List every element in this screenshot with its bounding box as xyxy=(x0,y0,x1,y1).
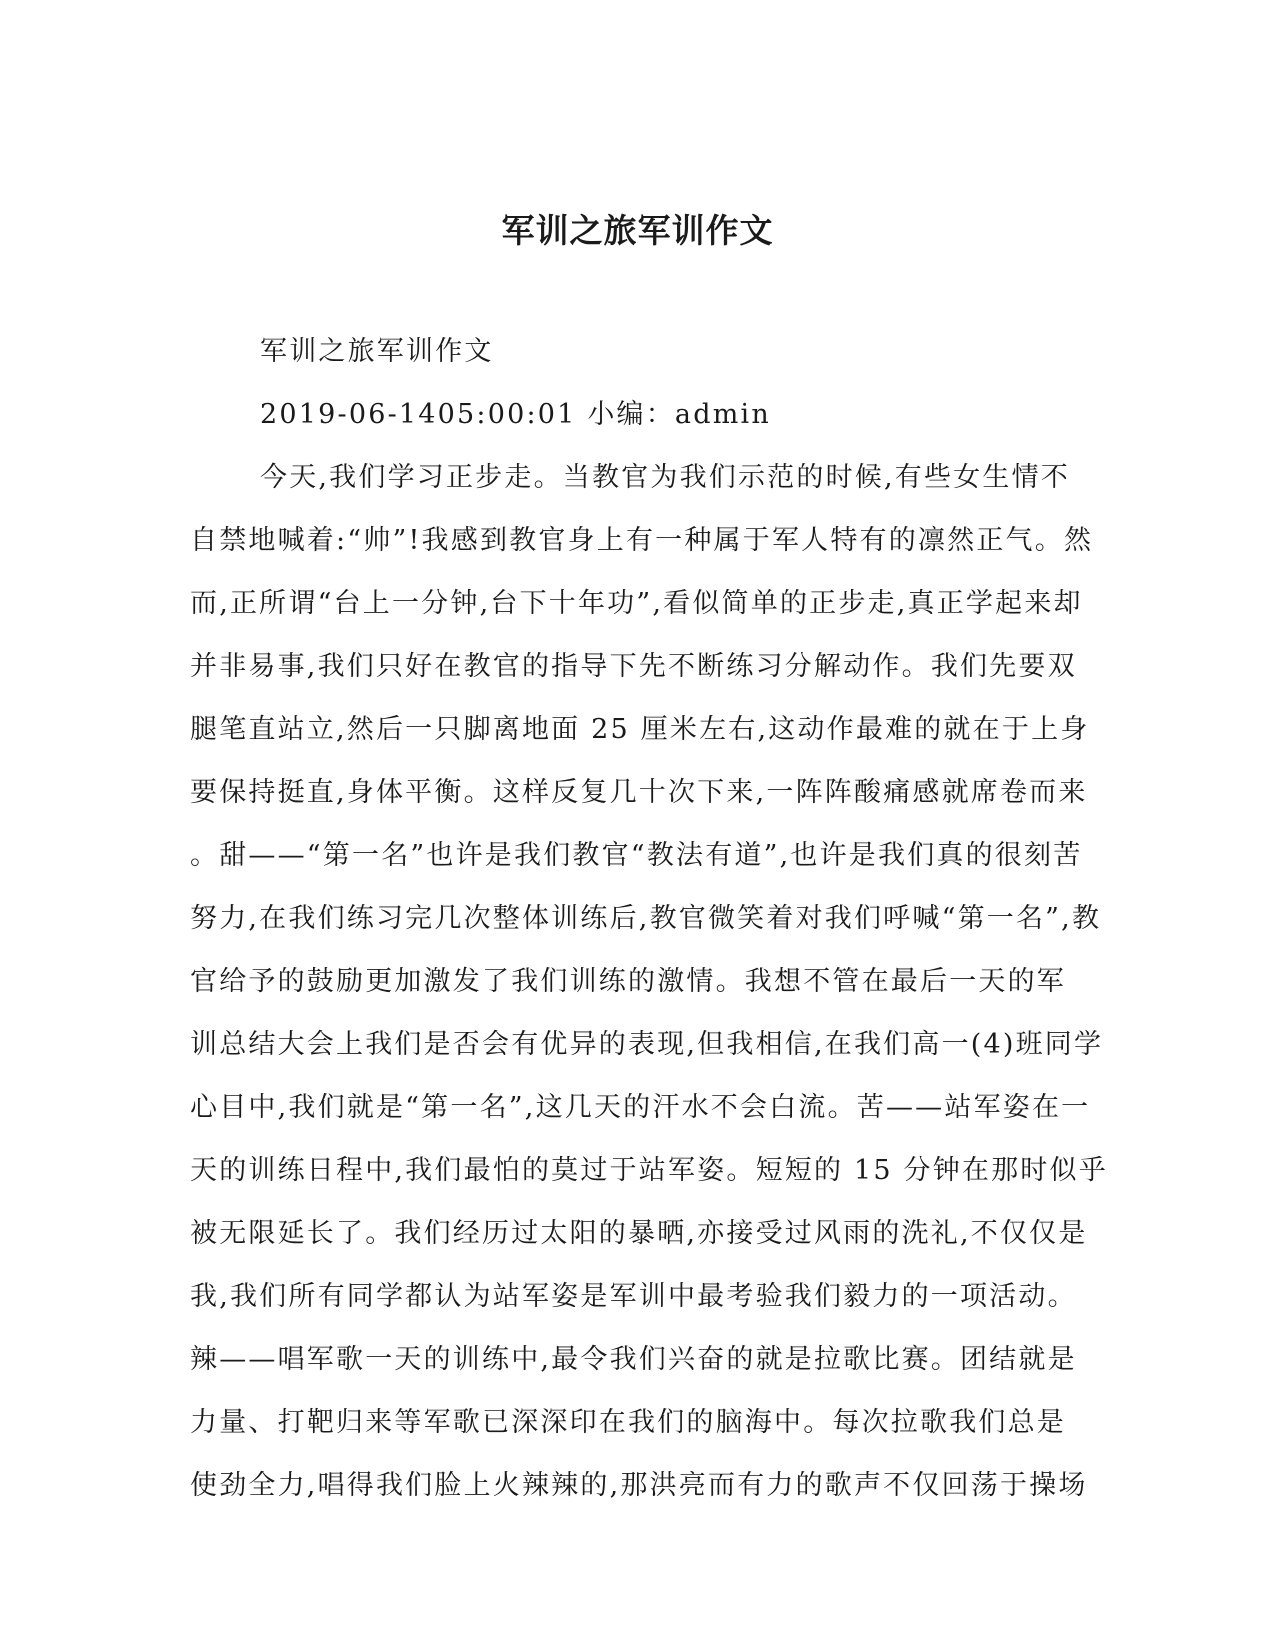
body-line: 而,正所谓“台上一分钟,台下十年功”,看似简单的正步走,真正学起来却 xyxy=(190,588,1083,619)
body-line: 使劲全力,唱得我们脸上火辣辣的,那洪亮而有力的歌声不仅回荡于操场 xyxy=(190,1470,1088,1501)
body-line: 并非易事,我们只好在教官的指导下先不断练习分解动作。我们先要双 xyxy=(190,651,1077,682)
document-title: 军训之旅军训作文 xyxy=(501,211,774,250)
body-line: 腿笔直站立,然后一只脚离地面 25 厘米左右,这动作最难的就在于上身 xyxy=(190,714,1090,745)
body-line: 辣——唱军歌一天的训练中,最令我们兴奋的就是拉歌比赛。团结就是 xyxy=(190,1344,1077,1375)
body-line: 。甜——“第一名”也许是我们教官“教法有道”,也许是我们真的很刻苦 xyxy=(190,840,1083,871)
body-line: 训总结大会上我们是否会有优异的表现,但我相信,在我们高一(4)班同学 xyxy=(190,1029,1104,1060)
body-line: 要保持挺直,身体平衡。这样反复几十次下来,一阵阵酸痛感就席卷而来 xyxy=(190,777,1088,808)
body-line: 自禁地喊着:“帅”!我感到教官身上有一种属于军人特有的凛然正气。然 xyxy=(190,525,1094,556)
body-line: 我,我们所有同学都认为站军姿是军训中最考验我们毅力的一项活动。 xyxy=(190,1281,1077,1312)
body-line: 努力,在我们练习完几次整体训练后,教官微笑着对我们呼喊“第一名”,教 xyxy=(190,903,1102,934)
body-line: 力量、打靶归来等军歌已深深印在我们的脑海中。每次拉歌我们总是 xyxy=(190,1407,1066,1438)
body-line: 被无限延长了。我们经历过太阳的暴晒,亦接受过风雨的洗礼,不仅仅是 xyxy=(190,1218,1088,1249)
body-line: 今天,我们学习正步走。当教官为我们示范的时候,有些女生情不 xyxy=(260,462,1070,493)
meta-line: 2019-06-1405:00:01 小编：admin xyxy=(260,399,771,430)
document-body xyxy=(190,320,1108,1517)
subtitle-line: 军训之旅军训作文 xyxy=(260,336,494,367)
body-line: 天的训练日程中,我们最怕的莫过于站军姿。短短的 15 分钟在那时似乎 xyxy=(190,1155,1108,1186)
body-line: 心目中,我们就是“第一名”,这几天的汗水不会白流。苦——站军姿在一 xyxy=(190,1092,1091,1123)
body-line: 官给予的鼓励更加激发了我们训练的激情。我想不管在最后一天的军 xyxy=(190,966,1066,997)
